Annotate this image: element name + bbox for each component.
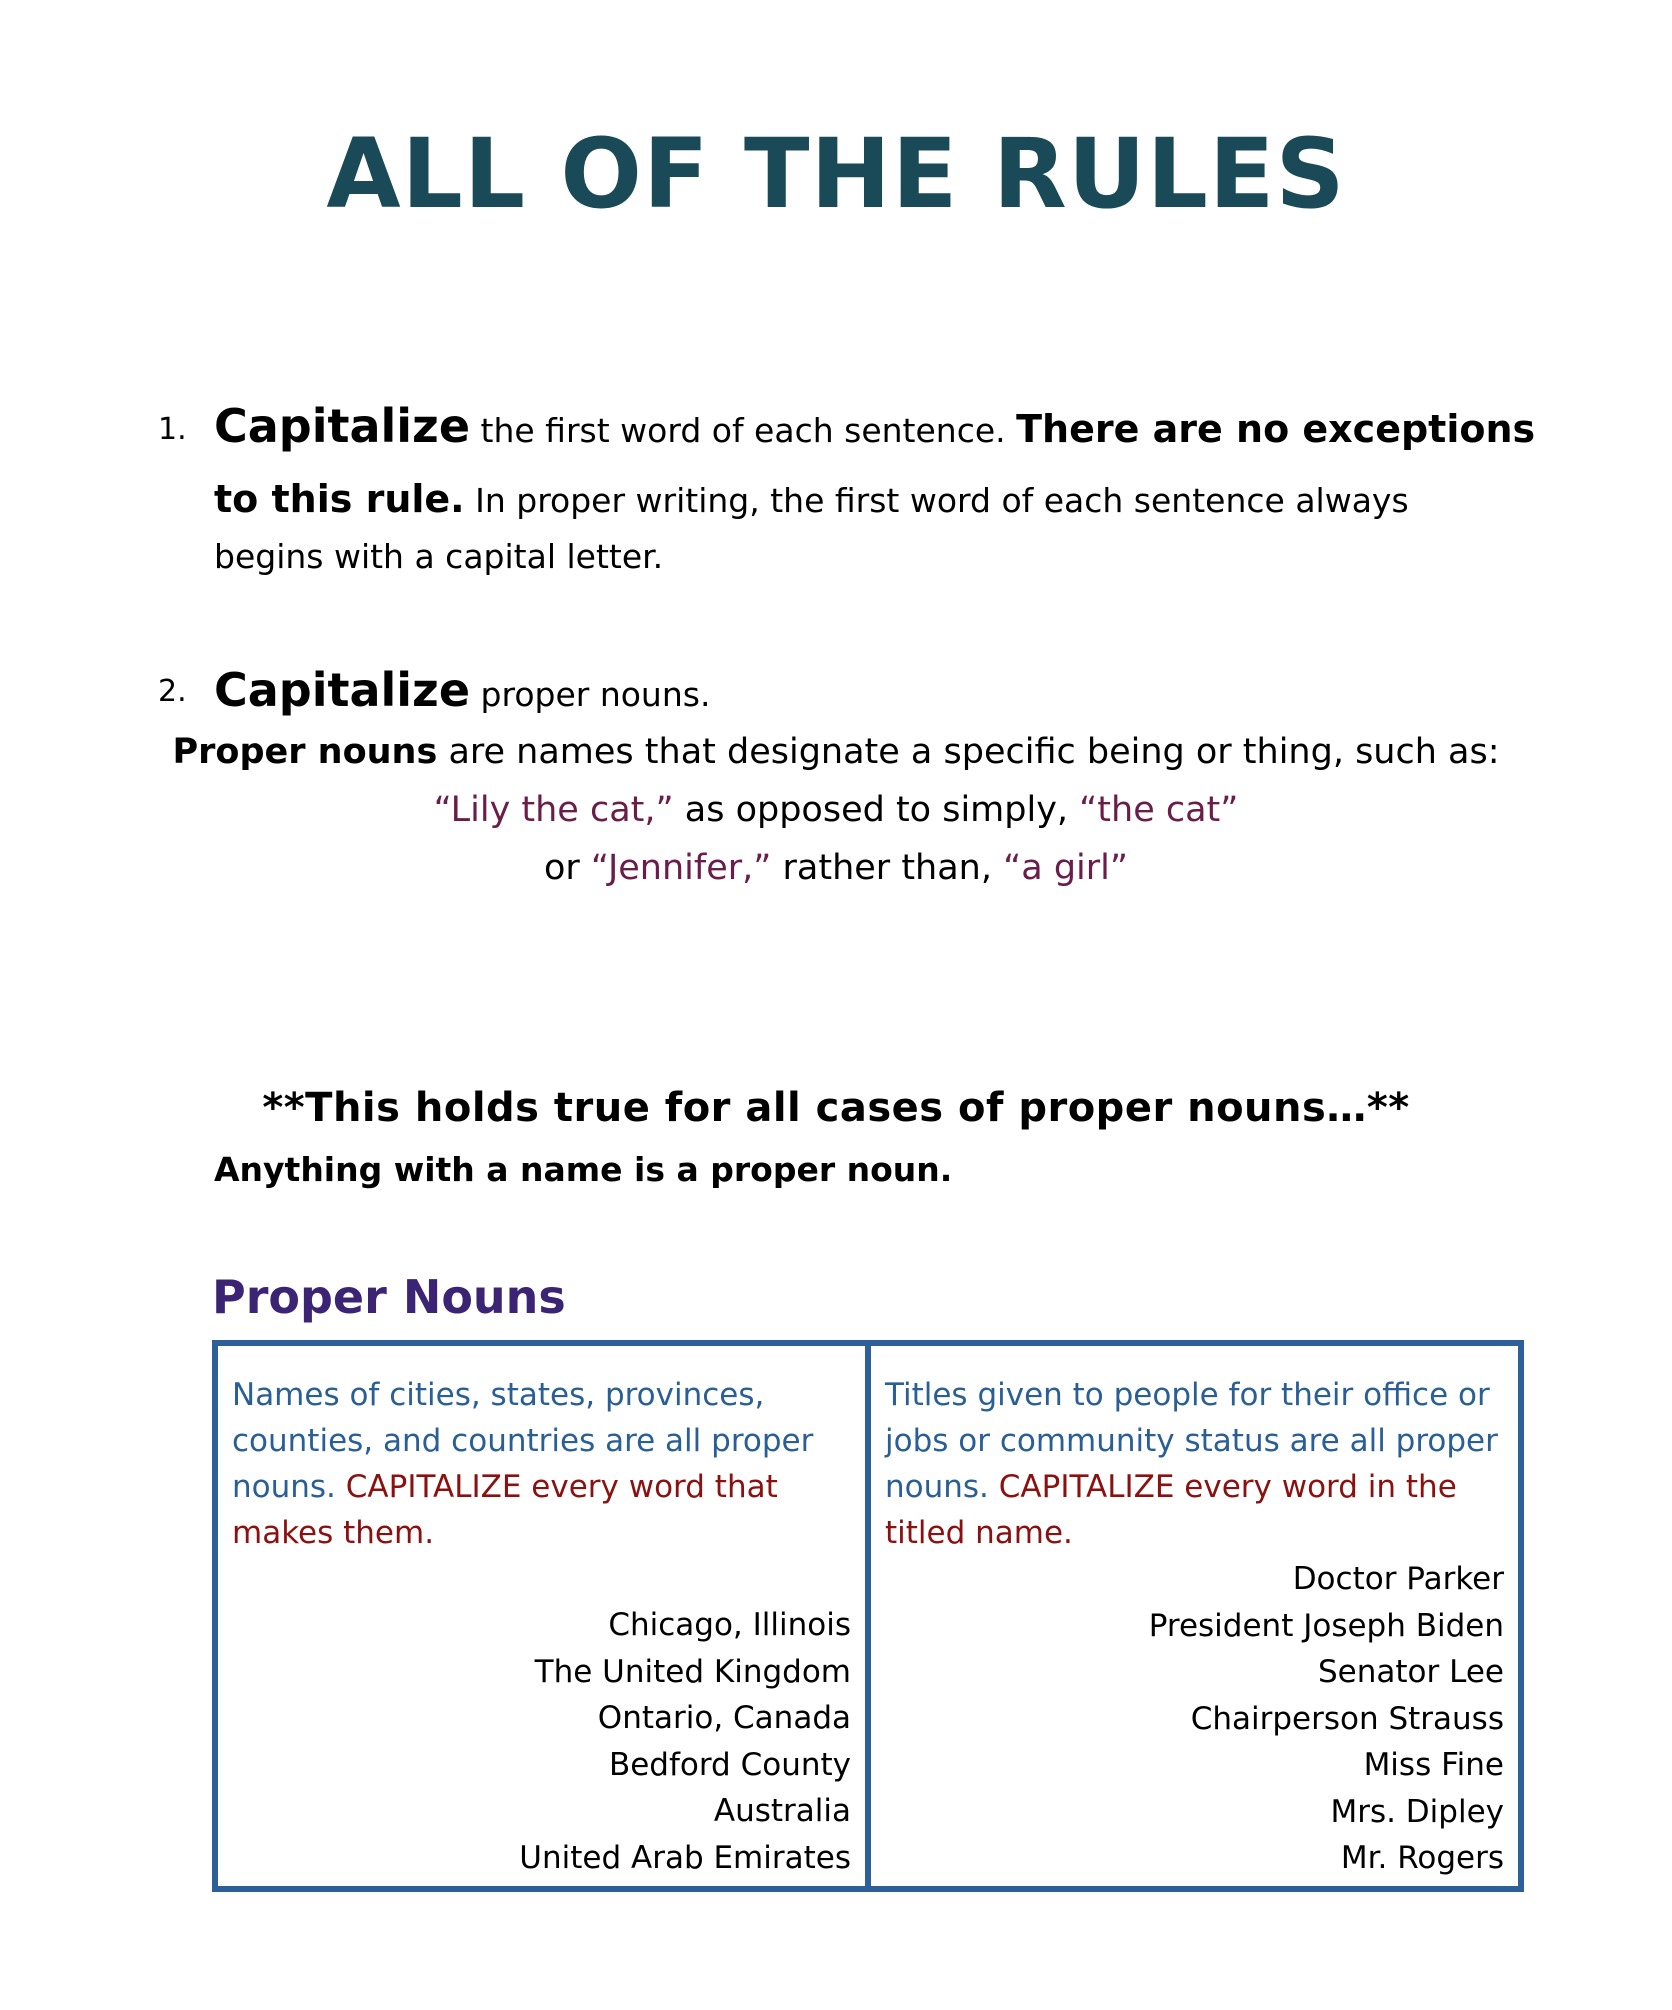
definition-bold: Proper nouns xyxy=(172,732,438,772)
list-item: Mr. Rogers xyxy=(1340,1840,1504,1876)
example-2 xyxy=(0,848,1672,888)
places-instruction: CAPITALIZE every word that makes them. xyxy=(232,1469,778,1551)
list-item: United Arab Emirates xyxy=(519,1839,851,1876)
rule-1-text xyxy=(214,392,1544,585)
example-2-middle: rather than, xyxy=(771,848,1004,888)
example-2-quote-b: “a girl” xyxy=(1003,848,1129,888)
rule-2-number: 2. xyxy=(158,674,187,709)
list-item: Chicago, Illinois xyxy=(608,1607,851,1643)
proper-nouns-heading: Proper Nouns xyxy=(212,1270,566,1324)
anything-named-note: Anything with a name is a proper noun. xyxy=(214,1150,953,1189)
list-item: Miss Fine xyxy=(1363,1747,1504,1783)
proper-nouns-table xyxy=(212,1340,1524,1892)
example-2-quote-a: “Jennifer,” xyxy=(590,848,772,888)
list-item: Senator Lee xyxy=(1318,1654,1504,1690)
list-item: Australia xyxy=(713,1793,851,1829)
list-item: Ontario, Canada xyxy=(597,1700,851,1736)
rule-2-keyword: Capitalize xyxy=(214,663,471,717)
proper-noun-definition xyxy=(0,732,1672,772)
places-column xyxy=(218,1346,865,1886)
titles-description-text: Titles given to people for their office or jobs or community status are all proper nouns. xyxy=(885,1377,1498,1505)
example-1-middle: as opposed to simply, xyxy=(673,790,1080,830)
places-list xyxy=(232,1602,851,1881)
rule-1-text-c: begins with a capital letter. xyxy=(214,537,664,576)
example-2-prefix: or xyxy=(543,848,591,888)
titles-instruction: CAPITALIZE every word in the titled name. xyxy=(885,1469,1457,1551)
rule-1-emphasis: There are no exceptions to this rule. xyxy=(214,407,1536,521)
list-item: Mrs. Dipley xyxy=(1330,1793,1504,1830)
page-title: ALL OF THE RULES xyxy=(326,118,1346,230)
list-item: Bedford County xyxy=(608,1746,851,1783)
list-item: The United Kingdom xyxy=(534,1653,851,1690)
titles-description xyxy=(885,1372,1504,1556)
holds-true-note: **This holds true for all cases of proper nouns…** xyxy=(262,1085,1410,1131)
rule-1-number: 1. xyxy=(158,412,187,447)
places-description xyxy=(232,1372,851,1556)
example-1-quote-a: “Lily the cat,” xyxy=(433,790,674,830)
rule-1-text-a: the first word of each sentence. xyxy=(470,411,1017,450)
titles-list xyxy=(885,1556,1504,1882)
rule-1-keyword: Capitalize xyxy=(214,399,471,453)
titles-column xyxy=(865,1346,1518,1886)
rule-2-text xyxy=(214,660,1544,725)
rule-1-text-b: In proper writing, the first word of each sentence always xyxy=(464,481,1409,520)
definition-rest: are names that designate a specific being or thing, such as: xyxy=(437,732,1500,772)
places-description-text: Names of cities, states, provinces, counties, and countries are all proper nouns. xyxy=(232,1377,814,1505)
list-item: Doctor Parker xyxy=(1292,1561,1504,1597)
rule-2-text-rest: proper nouns. xyxy=(470,675,711,714)
list-item: President Joseph Biden xyxy=(1148,1607,1504,1644)
list-item: Chairperson Strauss xyxy=(1190,1700,1504,1737)
example-1-quote-b: “the cat” xyxy=(1079,790,1239,830)
example-1 xyxy=(0,790,1672,830)
